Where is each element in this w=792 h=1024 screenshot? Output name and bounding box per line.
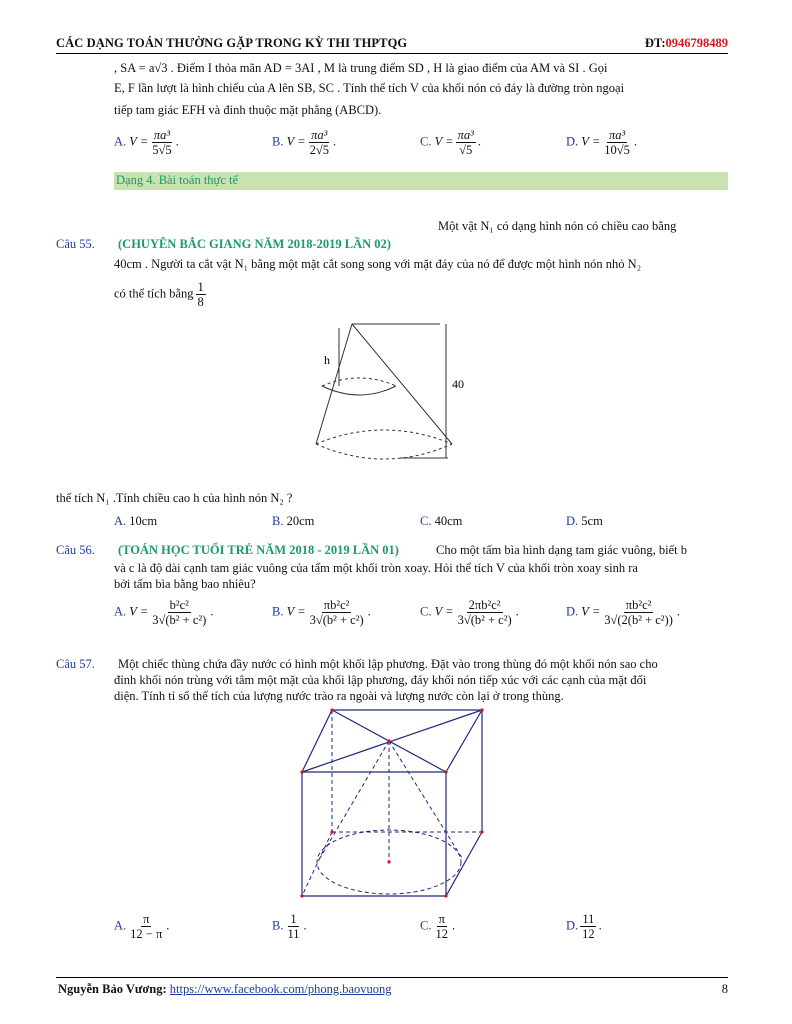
cone-figure bbox=[300, 318, 490, 488]
option-label: D. bbox=[566, 604, 579, 619]
frac-den: 3√(b² + c²) bbox=[152, 613, 207, 627]
frac-den: 11 bbox=[287, 927, 300, 941]
q56-option-b[interactable]: B. V = $\frac{\text{πb²c²}}{\text{3√(b² + c²)}}$ . bbox=[272, 598, 371, 627]
top-diagonal-2 bbox=[302, 710, 482, 772]
q56-option-d[interactable]: D. V = $\frac{\text{πb²c²}}{\text{3√(2(b² + c²))}}$ . bbox=[566, 598, 680, 627]
option-text: 20cm bbox=[286, 514, 315, 528]
q55-option-b[interactable] bbox=[272, 514, 314, 529]
frac-den: 5√5 bbox=[152, 143, 172, 157]
q55-line-0: Một vật N₁ có dạng hình nón có chiều cao bằng bbox=[438, 219, 677, 233]
q55-option-d[interactable] bbox=[566, 514, 603, 529]
frac-num: π bbox=[143, 912, 150, 926]
option-label: C. bbox=[420, 134, 432, 149]
q56-option-a[interactable]: A. V = $\frac{\text{b²c²}}{\text{3√(b² + c²)}}$ . bbox=[114, 598, 214, 627]
frac-num: πa³ bbox=[311, 128, 328, 142]
q57-option-c[interactable]: C. $\frac{\pi}{12}$ . bbox=[420, 912, 456, 941]
prev-line-3: tiếp tam giác EFH và đỉnh thuộc mặt phẳng (ABCD). bbox=[114, 103, 382, 117]
cube-bottom-right bbox=[446, 832, 482, 896]
prev-line-1: , SA = a√3 . Điểm I thỏa mãn AD = 3AI , M là trung điểm SD , H là giao điểm của AM và SI . Gọi bbox=[114, 61, 608, 75]
q57-line-2: đỉnh khối nón trùng với tâm một mặt của khối lập phương, đáy khối nón tiếp xúc với các cạnh của mặt đối bbox=[114, 673, 647, 687]
vertex-dot bbox=[300, 894, 303, 897]
vertex-dot bbox=[444, 894, 447, 897]
frac-num: 1 bbox=[197, 280, 204, 294]
section-title: Dạng 4. Bài toán thực tế bbox=[116, 173, 239, 187]
option-label: B. bbox=[272, 134, 284, 149]
q57-option-d[interactable]: D. $\frac{11}{12}$ . bbox=[566, 912, 602, 941]
frac-den: 12 − π bbox=[130, 927, 163, 941]
option-label: A. bbox=[114, 134, 127, 149]
frac-num: π bbox=[438, 912, 445, 926]
apex-dot bbox=[387, 739, 390, 742]
q56-line-1: Cho một tấm bìa hình dạng tam giác vuông, biết b bbox=[436, 543, 688, 557]
q55-line-3: thể tích N₁ .Tính chiều cao h của hình nón N₂ ? bbox=[56, 491, 293, 505]
vertex-dot bbox=[480, 708, 483, 711]
frac-den: 10√5 bbox=[604, 143, 630, 157]
vertex-dot bbox=[300, 770, 303, 773]
frac-den: 12 bbox=[435, 927, 448, 941]
vertex-dot bbox=[330, 708, 333, 711]
vertex-dot bbox=[480, 830, 483, 833]
page-header-phone bbox=[645, 36, 728, 51]
cube-bottom-left-hidden bbox=[302, 832, 332, 896]
header-rule bbox=[56, 53, 728, 54]
frac-num: 11 bbox=[582, 912, 595, 926]
frac-den: 12 bbox=[582, 927, 595, 941]
center-dot bbox=[387, 860, 390, 863]
phone-label: ĐT: bbox=[644, 36, 666, 50]
prev-option-c[interactable]: C. V = $\frac{\text{πa³}}{√5}$ . bbox=[420, 128, 481, 157]
frac-den: 3√(b² + c²) bbox=[309, 613, 364, 627]
cone-slant-left bbox=[320, 741, 389, 858]
phone-number: 0946798489 bbox=[665, 36, 728, 50]
prev-option-a[interactable]: A. V = $\frac{\text{πa³}}{5√5}$ . bbox=[114, 128, 179, 157]
q56-number: Câu 56. bbox=[56, 543, 95, 557]
frac-num: b²c² bbox=[169, 598, 189, 612]
q56-source: (TOÁN HỌC TUỔI TRẺ NĂM 2018 - 2019 LẦN 01) bbox=[118, 543, 399, 557]
frac-num: πa³ bbox=[608, 128, 626, 142]
cone-slant-right bbox=[352, 324, 452, 444]
footer-rule bbox=[56, 977, 728, 978]
frac-den: 3√(b² + c²) bbox=[457, 613, 512, 627]
q57-option-b[interactable]: B. $\frac{1}{11}$ . bbox=[272, 912, 307, 941]
option-label: B. bbox=[272, 918, 284, 933]
option-text: 40cm bbox=[434, 514, 463, 528]
option-label: B. bbox=[272, 604, 284, 619]
option-label: A. bbox=[114, 604, 127, 619]
option-label: C. bbox=[420, 918, 432, 933]
option-text: 5cm bbox=[581, 514, 603, 528]
option-label: D. bbox=[566, 918, 579, 933]
frac-num: 2πb²c² bbox=[468, 598, 501, 612]
option-pre: V = bbox=[129, 604, 149, 619]
q55-source: (CHUYÊN BẮC GIANG NĂM 2018-2019 LẦN 02) bbox=[118, 237, 391, 251]
frac-num: πb²c² bbox=[625, 598, 652, 612]
frac-den: 8 bbox=[197, 295, 204, 309]
option-pre: V = bbox=[581, 604, 601, 619]
option-pre: V = bbox=[434, 604, 454, 619]
q56-line-3: bởi tấm bìa bằng bao nhiêu? bbox=[114, 577, 256, 591]
vertex-dot bbox=[444, 770, 447, 773]
q57-option-a[interactable]: A. $\frac{\pi}{12 - \pi}$ . bbox=[114, 912, 170, 941]
cone-base-front bbox=[316, 444, 452, 459]
page-number: 8 bbox=[721, 982, 728, 996]
footer-author bbox=[58, 982, 392, 997]
cone-slant-right bbox=[389, 741, 462, 858]
prev-option-b[interactable]: B. V = $\frac{\text{πa³}}{2√5}$ . bbox=[272, 128, 337, 157]
q55-line-2-text: có thể tích bằng bbox=[114, 286, 194, 301]
author-sep: : bbox=[162, 982, 170, 996]
section-band bbox=[114, 172, 728, 190]
author-name: Nguyễn Bảo Vương bbox=[58, 982, 163, 996]
q55-option-c[interactable] bbox=[420, 514, 462, 529]
q55-line-2 bbox=[114, 280, 208, 309]
option-label: C. bbox=[420, 604, 432, 619]
frac-num: πb²c² bbox=[323, 598, 350, 612]
option-text: 10cm bbox=[129, 514, 158, 528]
option-pre: V = bbox=[286, 604, 306, 619]
option-label: B. bbox=[272, 514, 284, 528]
fig-h-label: h bbox=[324, 353, 330, 367]
cone-base-back bbox=[316, 430, 452, 444]
prev-line-2: E, F lần lượt là hình chiếu của A lên SB, SC . Tính thể tích V của khối nón có đáy là đường tròn ngoại bbox=[114, 81, 625, 95]
page-header-title: CÁC DẠNG TOÁN THƯỜNG GẶP TRONG KỲ THI THPTQG bbox=[56, 36, 408, 50]
facebook-link[interactable]: https://www.facebook.com/phong.baovuong bbox=[169, 982, 392, 996]
small-cone-base-back bbox=[322, 378, 396, 386]
prev-option-d[interactable]: D. V = $\frac{\text{πa³}}{10√5}$ . bbox=[566, 128, 638, 157]
q55-option-a[interactable] bbox=[114, 514, 157, 529]
frac-den: 3√(2(b² + c²)) bbox=[604, 613, 673, 627]
frac-num: πa³ bbox=[457, 128, 474, 142]
q55-number: Câu 55. bbox=[56, 237, 95, 251]
cube-cone-figure bbox=[296, 704, 500, 904]
option-label: D. bbox=[566, 134, 579, 149]
cone-slant-left bbox=[316, 324, 352, 444]
q56-line-2: và c là độ dài cạnh tam giác vuông của tấm một khối tròn xoay. Hỏi thể tích V của khối tròn xoay sinh ra bbox=[114, 561, 638, 575]
cube-top-right bbox=[446, 710, 482, 772]
q57-line-3: diện. Tính tỉ số thể tích của lượng nước trào ra ngoài và lượng nước còn lại ở trong thùng. bbox=[114, 689, 564, 703]
frac-num: 1 bbox=[290, 912, 297, 926]
frac-num: πa³ bbox=[153, 128, 171, 142]
q57-number: Câu 57. bbox=[56, 657, 95, 671]
option-label: A. bbox=[114, 918, 127, 933]
fig-40-label: 40 bbox=[452, 377, 464, 391]
q56-option-c[interactable]: C. V = $\frac{\text{2πb²c²}}{\text{3√(b² + c²)}}$ . bbox=[420, 598, 519, 627]
frac-den: 2√5 bbox=[309, 143, 329, 157]
frac-den: √5 bbox=[459, 143, 473, 157]
option-label: D. bbox=[566, 514, 579, 528]
option-label: C. bbox=[420, 514, 432, 528]
vertex-dot bbox=[330, 830, 333, 833]
q57-line-1: Một chiếc thùng chứa đầy nước có hình một khối lập phương. Đặt vào trong thùng đó một khối nón sao cho bbox=[118, 657, 658, 671]
option-label: A. bbox=[114, 514, 127, 528]
q55-line-1: 40cm . Người ta cắt vật N₁ bằng một mặt cắt song song với mặt đáy của nó để được một hình nón nhỏ N₂ bbox=[114, 257, 642, 271]
